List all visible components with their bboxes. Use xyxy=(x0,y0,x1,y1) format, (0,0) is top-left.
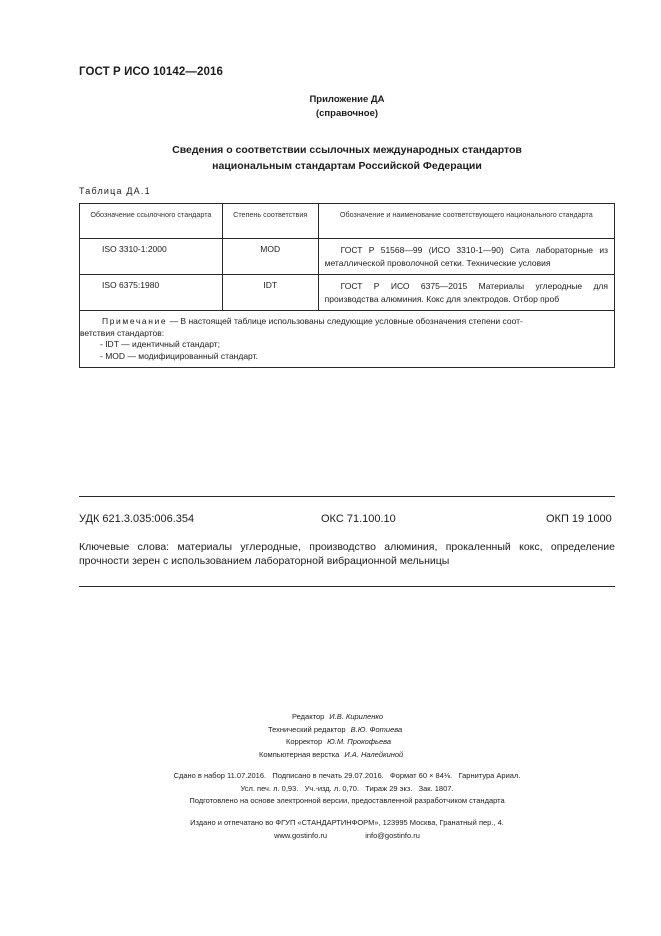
imprint-line-1: Сдано в набор 11.07.2016. Подписано в печать 29.07.2016. Формат 60 × 84⅛. Гарнитура Ариал. xyxy=(173,771,521,780)
credit-name: Ю.М. Прокофьева xyxy=(327,737,392,746)
standards-table xyxy=(79,203,615,368)
main-title xyxy=(79,142,615,174)
credit-name: В.Ю. Фотиева xyxy=(350,724,403,734)
note-first-line xyxy=(102,316,608,328)
divider-top xyxy=(79,496,615,497)
header-national-standard: Обозначение и наименование соответствующего национального стандарта xyxy=(318,204,614,239)
note-head: Примечание xyxy=(102,316,168,326)
header-ref-standard: Обозначение ссылочного стандарта xyxy=(80,204,223,239)
note-item: - IDT — идентичный стандарт; xyxy=(100,339,221,349)
cell-ref: ISO 3310-1:2000 xyxy=(80,239,223,275)
appendix-title: Приложение ДА xyxy=(309,94,385,105)
okp-code: ОКП 19 1000 xyxy=(546,513,612,525)
table-row xyxy=(80,239,615,275)
udk-code: УДК 621.3.035:006.354 xyxy=(79,513,195,525)
credit-line: Редактор И.В. Кириленко xyxy=(292,712,384,721)
main-title-line-1: Сведения о соответствии ссылочных международных стандартов xyxy=(172,144,522,156)
table-label: Таблица ДА.1 xyxy=(79,186,151,196)
note-text: — В настоящей таблице использованы следующие условные обозначения степени соот- xyxy=(167,316,523,326)
table-header-row xyxy=(80,204,615,239)
credit-line: Компьютерная верстка И.А. Налейкиной xyxy=(259,749,404,759)
credits-block xyxy=(259,711,459,761)
keywords: Ключевые слова: материалы углеродные, производство алюминия, прокаленный кокс, определение прочности зерен с использованием лабораторной вибрационной мельницы xyxy=(79,541,615,567)
note-continuation: ветствия стандартов: xyxy=(80,327,165,338)
imprint-line-3: Подготовлено на основе электронной версии, предоставленной разработчиком стандарта xyxy=(189,796,505,805)
website-link[interactable]: www.gostinfo.ru xyxy=(274,830,328,840)
document-code: ГОСТ Р ИСО 10142—2016 xyxy=(79,66,224,78)
imprint-line-2: Усл. печ. л. 0,93. Уч.-изд. л. 0,70. Тираж 29 экз. Зак. 1807. xyxy=(240,783,454,793)
credit-line: Корректор Ю.М. Прокофьева xyxy=(286,737,392,746)
header-degree: Степень соответствия xyxy=(222,204,318,239)
publisher-block xyxy=(79,817,615,842)
credit-line: Технический редактор В.Ю. Фотиева xyxy=(268,724,403,734)
cell-degree: MOD xyxy=(222,239,318,275)
main-title-line-2: национальным стандартам Российской Федерации xyxy=(212,160,482,172)
appendix-subtitle: (справочное) xyxy=(315,108,379,119)
oks-code: ОКС 71.100.10 xyxy=(321,513,396,525)
table-note-row xyxy=(80,311,615,368)
table-note xyxy=(80,311,615,368)
publisher-contacts xyxy=(79,830,615,843)
cell-national-standard: ГОСТ Р 51568—99 (ИСО 3310-1—90) Сита лабораторные из металлической проволочной сетки. Технические условия xyxy=(318,239,614,275)
cell-national-standard: ГОСТ Р ИСО 6375—2015 Материалы углеродные для производства алюминия. Кокс для электродов. Отбор проб xyxy=(318,275,614,311)
credit-name: И.А. Налейкиной xyxy=(344,749,404,759)
imprint-block xyxy=(79,770,615,808)
cell-ref: ISO 6375:1980 xyxy=(80,275,223,311)
divider-bottom xyxy=(79,586,615,587)
cell-degree: IDT xyxy=(222,275,318,311)
credit-name: И.В. Кириленко xyxy=(329,712,384,721)
publisher-line: Издано и отпечатано во ФГУП «СТАНДАРТИНФОРМ», 123995 Москва, Гранатный пер., 4. xyxy=(190,818,504,827)
note-item: - MOD — модифицированный стандарт. xyxy=(100,350,258,361)
table-row xyxy=(80,275,615,311)
email-link[interactable]: info@gostinfo.ru xyxy=(365,830,420,840)
